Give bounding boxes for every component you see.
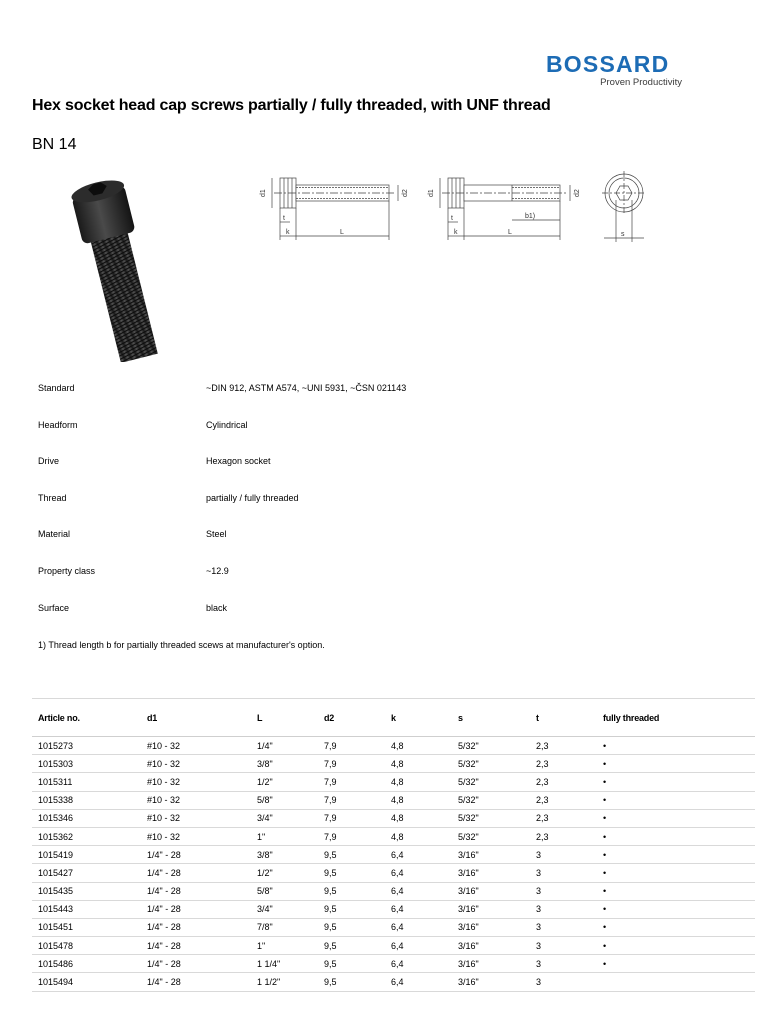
table-cell: 3/16" (452, 846, 530, 864)
table-cell: 3/16" (452, 900, 530, 918)
table-cell: 5/32" (452, 737, 530, 755)
dimension-drawings (250, 170, 660, 250)
table-cell: 3/8" (251, 755, 318, 773)
property-label: Headform (38, 419, 78, 430)
table-cell: 1015451 (32, 918, 141, 936)
table-cell: 2,3 (530, 737, 597, 755)
product-code: BN 14 (32, 136, 77, 153)
table-cell: 1/4" - 28 (141, 955, 251, 973)
table-cell: 3 (530, 900, 597, 918)
table-cell: 5/32" (452, 827, 530, 845)
table-row (32, 827, 755, 845)
table-cell: #10 - 32 (141, 791, 251, 809)
table-row (32, 937, 755, 955)
table-cell: #10 - 32 (141, 773, 251, 791)
table-cell: 1015486 (32, 955, 141, 973)
brand-tagline: Proven Productivity (600, 77, 682, 88)
table-cell: 6,4 (385, 846, 452, 864)
table-cell: 3 (530, 882, 597, 900)
table-cell: 2,3 (530, 791, 597, 809)
table-row (32, 755, 755, 773)
property-value: Steel (206, 529, 227, 540)
column-header: s (452, 699, 530, 737)
table-cell: 1/4" - 28 (141, 918, 251, 936)
table-row (32, 846, 755, 864)
property-row (38, 418, 738, 455)
table-cell: 1015338 (32, 791, 141, 809)
table-cell: 1015435 (32, 882, 141, 900)
label-t: t (283, 215, 285, 222)
fully-threaded-marker: • (597, 937, 755, 955)
table-cell: 3 (530, 937, 597, 955)
table-cell: 1 1/4" (251, 955, 318, 973)
table-cell: #10 - 32 (141, 755, 251, 773)
table-row (32, 773, 755, 791)
property-label: Thread (38, 492, 67, 503)
bossard-logo (546, 52, 686, 88)
fully-threaded-marker: • (597, 737, 755, 755)
property-value: Hexagon socket (206, 456, 271, 467)
table-cell: 9,5 (318, 846, 385, 864)
table-cell: 5/8" (251, 791, 318, 809)
table-cell: 6,4 (385, 937, 452, 955)
table-cell: 3 (530, 846, 597, 864)
table-cell: 4,8 (385, 809, 452, 827)
property-label: Standard (38, 383, 75, 393)
table-cell: 4,8 (385, 827, 452, 845)
table-cell: 1 1/2" (251, 973, 318, 991)
table-cell: 1015478 (32, 937, 141, 955)
column-header: d2 (318, 699, 385, 737)
column-header: k (385, 699, 452, 737)
table-cell: 6,4 (385, 900, 452, 918)
table-cell: 1/4" - 28 (141, 937, 251, 955)
label-s: s (621, 231, 625, 238)
table-cell: 9,5 (318, 918, 385, 936)
table-cell: 9,5 (318, 937, 385, 955)
label-d1: d1 (260, 189, 267, 197)
fully-threaded-marker: • (597, 791, 755, 809)
label-k-b: k (454, 229, 458, 236)
table-cell: 1015494 (32, 973, 141, 991)
table-cell: 1015427 (32, 864, 141, 882)
brand-name: BOSSARD (546, 51, 670, 77)
label-L: L (340, 229, 344, 236)
table-cell: 9,5 (318, 900, 385, 918)
table-cell: #10 - 32 (141, 809, 251, 827)
property-row (38, 527, 738, 564)
footnote: 1) Thread length b for partially threaded scews at manufacturer's option. (38, 640, 325, 650)
table-cell: 3 (530, 918, 597, 936)
label-d2-b: d2 (574, 189, 581, 197)
table-cell: 6,4 (385, 973, 452, 991)
fully-threaded-marker: • (597, 827, 755, 845)
table-cell: 1015273 (32, 737, 141, 755)
column-header: fully threaded (597, 699, 755, 737)
table-cell: 7,9 (318, 755, 385, 773)
table-cell: 5/32" (452, 773, 530, 791)
table-cell: 9,5 (318, 882, 385, 900)
table-cell: 1/4" (251, 737, 318, 755)
table-cell: 7,9 (318, 791, 385, 809)
table-cell: 1/4" - 28 (141, 846, 251, 864)
property-value: ~DIN 912, ASTM A574, ~UNI 5931, ~ČSN 021143 (206, 383, 407, 393)
column-header: L (251, 699, 318, 737)
property-row (38, 454, 738, 491)
column-header: t (530, 699, 597, 737)
table-cell: 2,3 (530, 827, 597, 845)
table-cell: 1015346 (32, 809, 141, 827)
table-cell: 5/32" (452, 791, 530, 809)
fully-threaded-marker: • (597, 864, 755, 882)
table-row (32, 791, 755, 809)
table-cell: 1" (251, 937, 318, 955)
table-cell: 5/8" (251, 882, 318, 900)
article-table (32, 698, 755, 992)
label-d1-b: d1 (428, 189, 435, 197)
table-cell: #10 - 32 (141, 737, 251, 755)
property-value: Cylindrical (206, 419, 248, 430)
property-row (38, 564, 738, 601)
table-cell: 1015419 (32, 846, 141, 864)
label-d2: d2 (402, 189, 409, 197)
fully-threaded-marker: • (597, 773, 755, 791)
table-cell: 5/32" (452, 755, 530, 773)
table-cell: 6,4 (385, 882, 452, 900)
property-value: black (206, 602, 228, 613)
fully-threaded-marker: • (597, 755, 755, 773)
table-row (32, 864, 755, 882)
property-label: Surface (38, 602, 70, 613)
property-row (38, 601, 738, 638)
property-label: Material (38, 529, 71, 540)
table-cell: 2,3 (530, 773, 597, 791)
label-L-b: L (508, 229, 512, 236)
screw-photo (36, 172, 226, 362)
table-cell: 7/8" (251, 918, 318, 936)
table-row (32, 955, 755, 973)
property-value: partially / fully threaded (206, 492, 299, 503)
table-cell: 9,5 (318, 973, 385, 991)
label-b: b1) (525, 213, 536, 220)
label-k: k (286, 229, 290, 236)
page-title: Hex socket head cap screws partially / fully threaded, with UNF thread (32, 97, 551, 114)
table-cell: 1" (251, 827, 318, 845)
table-cell: 3/16" (452, 882, 530, 900)
fully-threaded-marker (597, 973, 755, 991)
table-cell: 7,9 (318, 827, 385, 845)
table-cell: 3 (530, 864, 597, 882)
fully-threaded-marker: • (597, 955, 755, 973)
column-header: d1 (141, 699, 251, 737)
table-cell: 1/4" - 28 (141, 882, 251, 900)
table-cell: #10 - 32 (141, 827, 251, 845)
property-value: ~12.9 (206, 565, 229, 576)
table-cell: 1/2" (251, 864, 318, 882)
table-cell: 1015311 (32, 773, 141, 791)
fully-threaded-marker: • (597, 900, 755, 918)
table-row (32, 918, 755, 936)
property-row (38, 381, 738, 418)
table-cell: 9,5 (318, 864, 385, 882)
table-cell: 7,9 (318, 737, 385, 755)
table-cell: 1/4" - 28 (141, 973, 251, 991)
properties-list (38, 381, 738, 637)
table-body (32, 737, 755, 992)
property-label: Property class (38, 565, 96, 576)
fully-threaded-marker: • (597, 882, 755, 900)
property-label: Drive (38, 456, 60, 467)
table-cell: 6,4 (385, 918, 452, 936)
label-t-b: t (451, 215, 453, 222)
table-cell: 3/16" (452, 973, 530, 991)
table-row (32, 900, 755, 918)
table-cell: 4,8 (385, 791, 452, 809)
table-cell: 7,9 (318, 809, 385, 827)
table-cell: 7,9 (318, 773, 385, 791)
table-cell: 4,8 (385, 755, 452, 773)
fully-threaded-marker: • (597, 918, 755, 936)
column-header: Article no. (32, 699, 141, 737)
table-cell: 3/4" (251, 900, 318, 918)
table-cell: 3/16" (452, 864, 530, 882)
table-cell: 3/8" (251, 846, 318, 864)
property-row (38, 491, 738, 528)
table-cell: 1015303 (32, 755, 141, 773)
table-cell: 1015443 (32, 900, 141, 918)
fully-threaded-marker: • (597, 809, 755, 827)
table-cell: 3 (530, 955, 597, 973)
table-row (32, 809, 755, 827)
table-cell: 1015362 (32, 827, 141, 845)
table-cell: 3 (530, 973, 597, 991)
table-cell: 2,3 (530, 755, 597, 773)
table-cell: 6,4 (385, 955, 452, 973)
table-header-row (32, 699, 755, 737)
table-row (32, 973, 755, 991)
table-row (32, 882, 755, 900)
table-cell: 5/32" (452, 809, 530, 827)
table-cell: 3/4" (251, 809, 318, 827)
table-cell: 1/4" - 28 (141, 900, 251, 918)
table-cell: 9,5 (318, 955, 385, 973)
table-cell: 3/16" (452, 937, 530, 955)
table-cell: 4,8 (385, 737, 452, 755)
table-cell: 3/16" (452, 955, 530, 973)
fully-threaded-marker: • (597, 846, 755, 864)
table-cell: 4,8 (385, 773, 452, 791)
table-cell: 1/2" (251, 773, 318, 791)
table-row (32, 737, 755, 755)
table-cell: 3/16" (452, 918, 530, 936)
table-cell: 2,3 (530, 809, 597, 827)
table-cell: 6,4 (385, 864, 452, 882)
table-cell: 1/4" - 28 (141, 864, 251, 882)
